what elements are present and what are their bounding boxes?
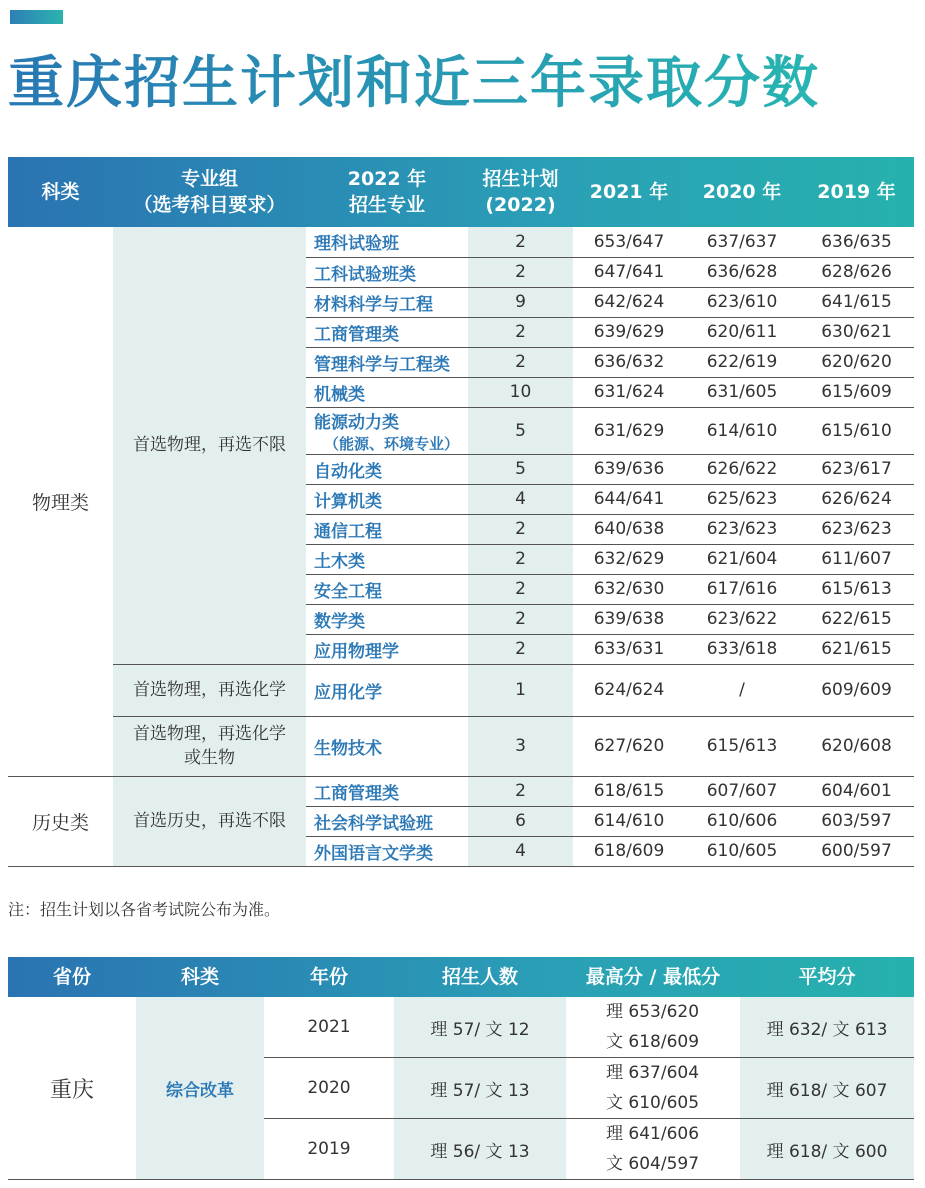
year-cell: 2019 <box>264 1119 394 1180</box>
score-2019: 615/613 <box>799 574 914 604</box>
header-average: 平均分 <box>798 966 856 988</box>
quota-cell: 2 <box>468 227 573 257</box>
category-cell: 物理类 <box>8 227 113 776</box>
plan-header-row <box>8 157 914 227</box>
table-row <box>8 227 914 257</box>
quota-cell: 6 <box>468 806 573 836</box>
quota-cell: 2 <box>468 347 573 377</box>
score-2021: 633/631 <box>573 634 685 664</box>
major-cell: 机械类 <box>306 377 468 407</box>
score-2020: 623/623 <box>685 514 799 544</box>
major-cell: 自动化类 <box>306 454 468 484</box>
table-row <box>8 776 914 806</box>
admission-plan-table <box>8 157 914 867</box>
quota-cell: 4 <box>468 836 573 866</box>
table-row <box>8 997 914 1058</box>
score-2019: 615/609 <box>799 377 914 407</box>
score-2019: 603/597 <box>799 806 914 836</box>
average-cell: 理 632/ 文 613 <box>740 997 914 1058</box>
score-2020: 615/613 <box>685 716 799 776</box>
score-2021: 631/629 <box>573 407 685 454</box>
score-2021: 639/629 <box>573 317 685 347</box>
score-2019: 615/610 <box>799 407 914 454</box>
year-cell: 2021 <box>264 997 394 1058</box>
major-cell: 土木类 <box>306 544 468 574</box>
score-2020: / <box>685 664 799 716</box>
score-2021: 627/620 <box>573 716 685 776</box>
header-2021: 2021 年 <box>589 181 669 203</box>
score-2021: 639/638 <box>573 604 685 634</box>
score-2019: 623/623 <box>799 514 914 544</box>
header-count: 招生人数 <box>441 966 518 988</box>
major-cell: 工商管理类 <box>306 776 468 806</box>
major-cell: 生物技术 <box>306 716 468 776</box>
score-2019: 611/607 <box>799 544 914 574</box>
average-cell: 理 618/ 文 600 <box>740 1119 914 1180</box>
score-2020: 610/605 <box>685 836 799 866</box>
header-major: 2022 年 招生专业 <box>347 168 427 216</box>
group-cell: 首选历史，再选不限 <box>113 776 306 866</box>
max-min-cell: 理 641/606 文 604/597 <box>566 1119 740 1180</box>
score-2020: 623/622 <box>685 604 799 634</box>
major-cell: 材料科学与工程 <box>306 287 468 317</box>
header-category: 科类 <box>41 181 80 203</box>
score-2020: 625/623 <box>685 484 799 514</box>
quota-cell: 2 <box>468 544 573 574</box>
header-2019: 2019 年 <box>817 181 896 203</box>
summary-table <box>8 957 914 1180</box>
score-2020: 636/628 <box>685 257 799 287</box>
quota-cell: 2 <box>468 574 573 604</box>
major-cell: 工科试验班类 <box>306 257 468 287</box>
major-cell: 社会科学试验班 <box>306 806 468 836</box>
score-2019: 623/617 <box>799 454 914 484</box>
quota-cell: 5 <box>468 407 573 454</box>
score-2021: 639/636 <box>573 454 685 484</box>
score-2019: 622/615 <box>799 604 914 634</box>
score-2021: 647/641 <box>573 257 685 287</box>
score-2019: 600/597 <box>799 836 914 866</box>
quota-cell: 4 <box>468 484 573 514</box>
score-2020: 614/610 <box>685 407 799 454</box>
quota-cell: 2 <box>468 604 573 634</box>
table-row <box>8 664 914 716</box>
score-2021: 632/630 <box>573 574 685 604</box>
quota-cell: 2 <box>468 514 573 544</box>
score-2019: 620/620 <box>799 347 914 377</box>
group-cell: 首选物理，再选不限 <box>113 227 306 664</box>
header-2020: 2020 年 <box>702 181 782 203</box>
score-2020: 637/637 <box>685 227 799 257</box>
max-min-cell: 理 637/604 文 610/605 <box>566 1058 740 1119</box>
quota-cell: 2 <box>468 257 573 287</box>
major-cell: 能源动力类 （能源、环境专业） <box>306 407 468 454</box>
score-2020: 607/607 <box>685 776 799 806</box>
major-cell: 通信工程 <box>306 514 468 544</box>
score-2019: 620/608 <box>799 716 914 776</box>
category-cell: 历史类 <box>8 776 113 866</box>
accent-bar <box>10 10 63 24</box>
score-2021: 618/615 <box>573 776 685 806</box>
score-2019: 628/626 <box>799 257 914 287</box>
major-cell: 数学类 <box>306 604 468 634</box>
score-2021: 624/624 <box>573 664 685 716</box>
score-2021: 631/624 <box>573 377 685 407</box>
score-2021: 640/638 <box>573 514 685 544</box>
major-cell: 外国语言文学类 <box>306 836 468 866</box>
major-note: （能源、环境专业） <box>324 434 460 453</box>
header-quota: 招生计划 (2022) <box>482 168 559 216</box>
province-cell: 重庆 <box>8 997 136 1180</box>
major-cell: 工商管理类 <box>306 317 468 347</box>
category-cell: 综合改革 <box>136 997 264 1180</box>
quota-cell: 1 <box>468 664 573 716</box>
quota-cell: 3 <box>468 716 573 776</box>
major-cell: 计算机类 <box>306 484 468 514</box>
header-category: 科类 <box>180 966 219 988</box>
score-2019: 630/621 <box>799 317 914 347</box>
header-group: 专业组 （选考科目要求） <box>133 168 286 216</box>
score-2020: 626/622 <box>685 454 799 484</box>
count-cell: 理 57/ 文 13 <box>394 1058 566 1119</box>
table-row <box>8 716 914 776</box>
score-2021: 614/610 <box>573 806 685 836</box>
major-cell: 安全工程 <box>306 574 468 604</box>
major-cell: 应用化学 <box>306 664 468 716</box>
score-2019: 641/615 <box>799 287 914 317</box>
summary-header-row <box>8 957 914 997</box>
quota-cell: 10 <box>468 377 573 407</box>
header-province: 省份 <box>52 966 91 988</box>
quota-cell: 2 <box>468 776 573 806</box>
max-min-cell: 理 653/620 文 618/609 <box>566 997 740 1058</box>
score-2019: 626/624 <box>799 484 914 514</box>
score-2020: 623/610 <box>685 287 799 317</box>
score-2020: 633/618 <box>685 634 799 664</box>
score-2020: 620/611 <box>685 317 799 347</box>
score-2021: 636/632 <box>573 347 685 377</box>
quota-cell: 9 <box>468 287 573 317</box>
footnote: 注：招生计划以各省考试院公布为准。 <box>8 900 281 919</box>
count-cell: 理 56/ 文 13 <box>394 1119 566 1180</box>
score-2021: 632/629 <box>573 544 685 574</box>
header-max-min: 最高分 / 最低分 <box>585 966 721 988</box>
quota-cell: 2 <box>468 634 573 664</box>
score-2020: 610/606 <box>685 806 799 836</box>
score-2021: 653/647 <box>573 227 685 257</box>
page-title: 重庆招生计划和近三年录取分数 <box>8 44 820 124</box>
score-2020: 631/605 <box>685 377 799 407</box>
group-cell: 首选物理，再选化学 或生物 <box>113 716 306 776</box>
header-year: 年份 <box>309 966 348 988</box>
score-2019: 609/609 <box>799 664 914 716</box>
major-cell: 应用物理学 <box>306 634 468 664</box>
quota-cell: 2 <box>468 317 573 347</box>
score-2020: 622/619 <box>685 347 799 377</box>
score-2021: 618/609 <box>573 836 685 866</box>
major-cell: 理科试验班 <box>306 227 468 257</box>
score-2019: 636/635 <box>799 227 914 257</box>
average-cell: 理 618/ 文 607 <box>740 1058 914 1119</box>
score-2021: 644/641 <box>573 484 685 514</box>
group-cell: 首选物理，再选化学 <box>113 664 306 716</box>
year-cell: 2020 <box>264 1058 394 1119</box>
quota-cell: 5 <box>468 454 573 484</box>
score-2020: 617/616 <box>685 574 799 604</box>
score-2019: 621/615 <box>799 634 914 664</box>
count-cell: 理 57/ 文 12 <box>394 997 566 1058</box>
score-2020: 621/604 <box>685 544 799 574</box>
score-2019: 604/601 <box>799 776 914 806</box>
major-cell: 管理科学与工程类 <box>306 347 468 377</box>
score-2021: 642/624 <box>573 287 685 317</box>
